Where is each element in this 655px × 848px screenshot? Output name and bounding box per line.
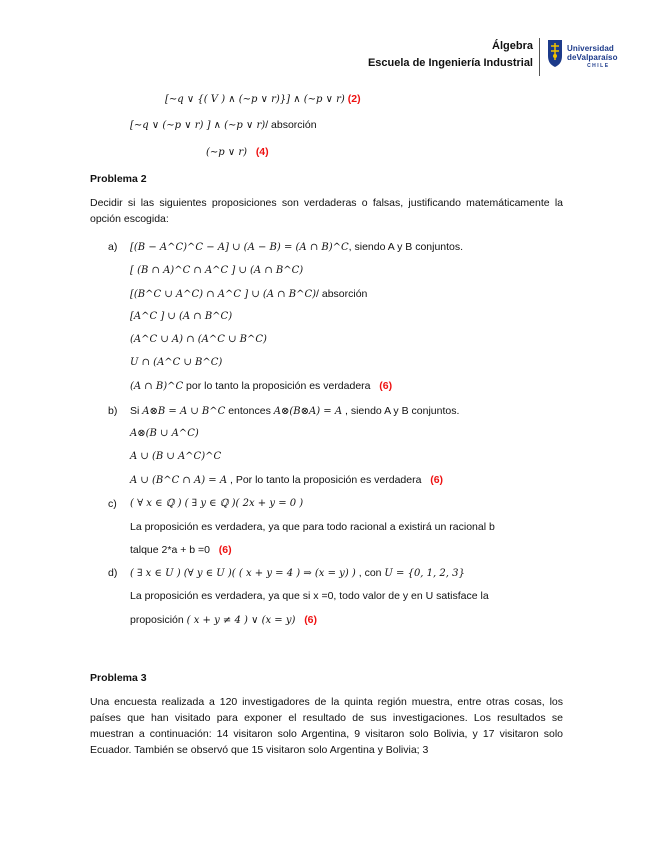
intro-line-1 bbox=[165, 92, 361, 107]
item-a-step-2-text: / absorción bbox=[316, 288, 368, 300]
item-a-conclusion bbox=[130, 379, 392, 394]
item-d-text-2 bbox=[130, 613, 317, 628]
item-a-step-2-expr: [(B^C ∪ A^C) ∩ A^C ] ∪ (A ∩ B^C) bbox=[130, 289, 317, 300]
intro-line-2 bbox=[130, 118, 317, 133]
item-b-expr-2: A⊗(B⊗A) = A bbox=[273, 406, 343, 417]
school-name: Escuela de Ingeniería Industrial bbox=[367, 57, 533, 69]
problem-2-statement: Decidir si las siguientes proposiciones son verdaderas o falsas, justificando matemáticamente la opción escogida: bbox=[90, 197, 563, 225]
logo-line-1: Universidad bbox=[567, 44, 614, 53]
item-c-expr: ( ∀ x ∈ ℚ ) ( ∃ y ∈ ℚ )( 2x + y = 0 ) bbox=[130, 498, 304, 509]
item-a-step-1: [ (B ∩ A)^C ∩ A^C ] ∪ (A ∩ B^C) bbox=[130, 265, 304, 276]
score-mark: (6) bbox=[430, 474, 444, 486]
university-logo bbox=[547, 38, 637, 78]
item-b-label: b) bbox=[108, 405, 118, 417]
intro-line-3 bbox=[206, 145, 269, 160]
item-a-step-3: [A^C ] ∪ (A ∩ B^C) bbox=[130, 311, 233, 322]
item-d-text-2-expr: ( x + y ≠ 4 ) ∨ (x = y) bbox=[186, 615, 296, 626]
item-b-step-2: A ∪ (B ∪ A^C)^C bbox=[130, 451, 222, 462]
item-d-text-1: La proposición es verdadera, ya que si x =0, todo valor de y en U satisface la bbox=[130, 590, 489, 602]
item-c-text-2 bbox=[130, 543, 232, 557]
document-header bbox=[368, 38, 533, 72]
problem-3-body: Una encuesta realizada a 120 investigadores de la quinta región muestra, entre otras cosas, los países que han visitado para exponer el resultado de sus investigaciones. Los resultados se muestran a continuación: 14 visitaron solo Argentina, 9 visitaron solo Bolivia, y 17 visitaron solo Ecuador. También se observó que 15 visitaron solo Argentina y Bolivia; 3 bbox=[90, 696, 563, 756]
item-a-label: a) bbox=[108, 241, 118, 253]
intro-expr-3: (∼p ∨ r) bbox=[206, 147, 248, 158]
item-d-set: U = {0, 1, 2, 3} bbox=[384, 568, 465, 579]
item-b-mid: entonces bbox=[225, 405, 274, 417]
item-b-conclusion bbox=[130, 473, 443, 488]
item-d-expr: ( ∃ x ∈ U ) (∀ y ∈ U )( ( x + y = 4 ) ⇒ (x = y) ) bbox=[130, 568, 356, 579]
item-b-line bbox=[130, 404, 459, 419]
item-d-text: , con bbox=[355, 567, 385, 579]
intro-expr-1: [∼q ∨ {( V ) ∧ (∼p ∨ r)}] ∧ (∼p ∨ r) bbox=[165, 94, 345, 105]
item-a-step-5: U ∩ (A^C ∪ B^C) bbox=[130, 357, 223, 368]
item-a-expr: [(B − A^C)^C − A] ∪ (A − B) = (A ∩ B)^C bbox=[130, 242, 349, 253]
item-c-label: c) bbox=[108, 498, 117, 510]
intro-text-2: / absorción bbox=[265, 119, 317, 131]
item-a-step-4: (A^C ∪ A) ∩ (A^C ∪ B^C) bbox=[130, 334, 267, 345]
score-mark: (2) bbox=[347, 93, 361, 105]
intro-expr-2: [∼q ∨ (∼p ∨ r) ] ∧ (∼p ∨ r) bbox=[130, 120, 266, 131]
item-a-step-6-expr: (A ∩ B)^C bbox=[130, 381, 184, 392]
score-mark: (6) bbox=[218, 544, 232, 556]
item-b-expr-1: A⊗B = A ∪ B^C bbox=[142, 406, 226, 417]
item-a-step-2 bbox=[130, 287, 367, 302]
item-b-step-3-expr: A ∪ (B^C ∩ A) = A bbox=[130, 475, 228, 486]
item-b-conclusion-text: , Por lo tanto la proposición es verdadera bbox=[227, 474, 422, 486]
score-mark: (6) bbox=[379, 380, 393, 392]
item-a-conclusion-text: por lo tanto la proposición es verdadera bbox=[183, 380, 371, 392]
item-a-text: , siendo A y B conjuntos. bbox=[348, 241, 464, 253]
score-mark: (4) bbox=[255, 146, 269, 158]
logo-line-2: deValparaíso bbox=[567, 53, 618, 62]
item-d-text-2-body: proposición bbox=[130, 614, 187, 626]
item-d-label: d) bbox=[108, 567, 118, 579]
score-mark: (6) bbox=[304, 614, 318, 626]
item-d-line bbox=[130, 566, 465, 581]
item-c-text-1: La proposición es verdadera, ya que para todo racional a existirá un racional b bbox=[130, 521, 495, 533]
item-b-text: , siendo A y B conjuntos. bbox=[342, 405, 460, 417]
item-b-pre: Si bbox=[130, 405, 143, 417]
shield-icon bbox=[547, 38, 563, 68]
item-a-line bbox=[130, 240, 463, 255]
header-divider bbox=[539, 38, 540, 76]
item-b-step-1: A⊗(B ∪ A^C) bbox=[130, 428, 199, 439]
course-title: Álgebra bbox=[492, 40, 533, 52]
logo-line-3: CHILE bbox=[587, 63, 610, 69]
item-c-text-2-body: talque 2*a + b =0 bbox=[130, 544, 210, 556]
problem-2-title: Problema 2 bbox=[90, 173, 147, 185]
problem-3-title: Problema 3 bbox=[90, 672, 147, 684]
